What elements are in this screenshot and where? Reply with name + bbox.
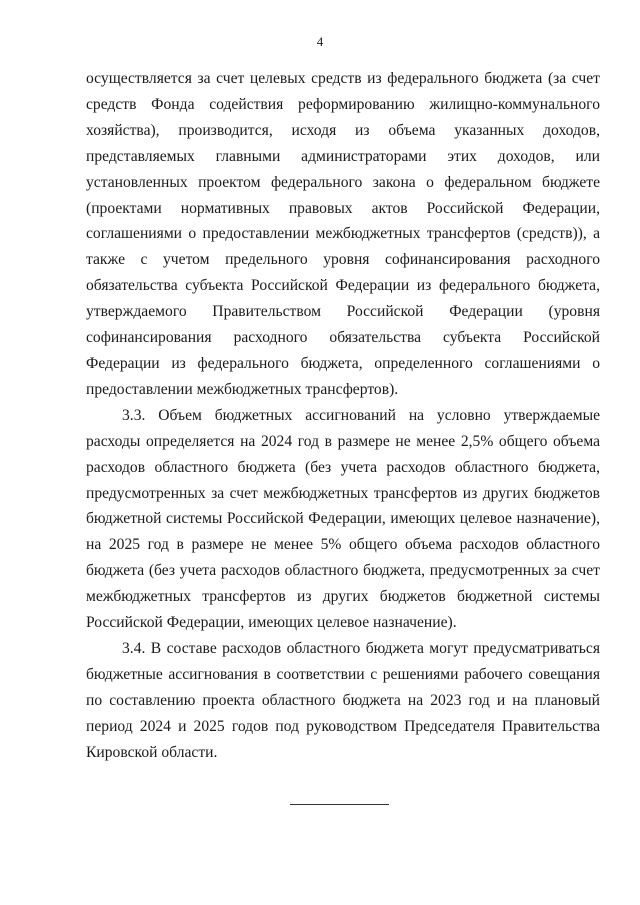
page-number: 4 [316,34,324,49]
document-body [86,66,600,765]
end-divider-line [290,804,389,805]
paragraph-continuation: осуществляется за счет целевых средств из федерального бюджета (за счет средств Фонда содействия реформированию жилищно-коммунального хозяйства), производится, исходя из объема указанных доходов, представляемых главными администраторами этих доходов, или установленных проектом федерального закона о федеральном бюджете (проектами нормативных правовых актов Российской Федерации, соглашениями о предоставлении межбюджетных трансфертов (средств)), а также с учетом предельного уровня софинансирования расходного обязательства субъекта Российской Федерации из федерального бюджета, утверждаемого Правительством Российской Федерации (уровня софинансирования расходного обязательства субъекта Российской Федерации из федерального бюджета, определенного соглашениями о предоставлении межбюджетных трансфертов). [86,70,600,398]
paragraph-3-4: 3.4. В составе расходов областного бюджета могут предусматриваться бюджетные ассигнования в соответствии с решениями рабочего совещания по составлению проекта областного бюджета на 2023 год и на плановый период 2024 и 2025 годов под руководством Председателя Правительства Кировской области. [86,639,600,761]
paragraph-3-3: 3.3. Объем бюджетных ассигнований на условно утверждаемые расходы определяется на 2024 год в размере не менее 2,5% общего объема расходов областного бюджета (без учета расходов областного бюджета, предусмотренных за счет межбюджетных трансфертов из других бюджетов бюджетной системы Российской Федерации, имеющих целевое назначение), на 2025 год в размере не менее 5% общего объема расходов областного бюджета (без учета расходов областного бюджета, предусмотренных за счет межбюджетных трансфертов из других бюджетов бюджетной системы Российской Федерации, имеющих целевое назначение). [86,406,600,632]
